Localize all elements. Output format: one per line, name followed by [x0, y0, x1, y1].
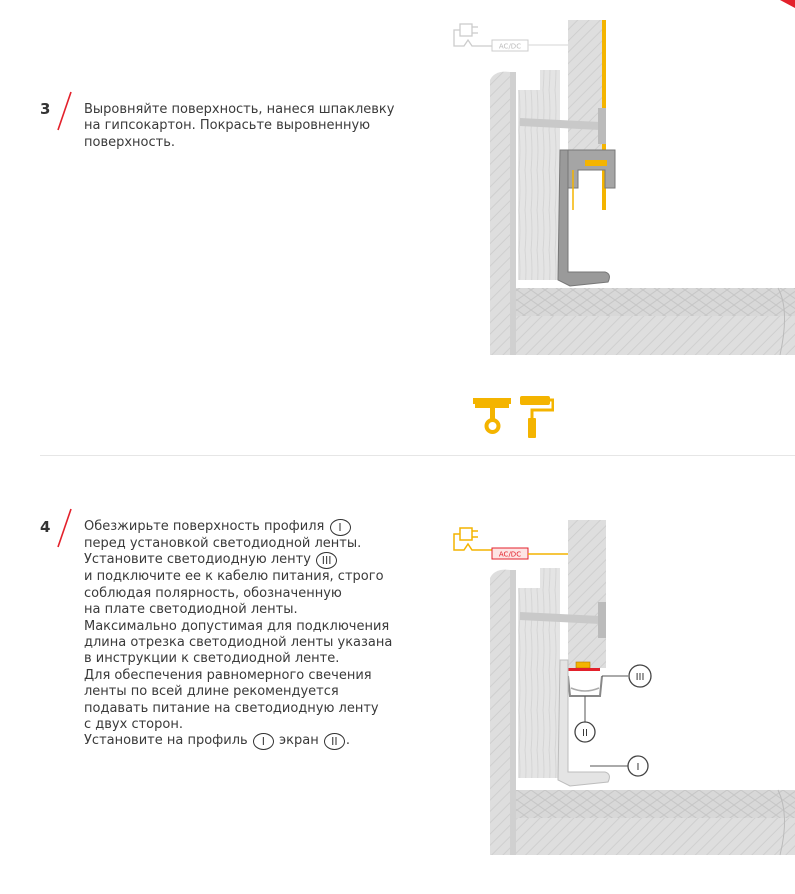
step-3-text [84, 102, 394, 151]
paint-roller-icon [516, 394, 554, 440]
callout-III [629, 665, 651, 687]
step-3-line-3: поверхность. [84, 134, 176, 150]
step-4-line-11: ленты по всей длине рекомендуется [84, 684, 339, 700]
step-4-text [84, 519, 392, 750]
step-4-line-7: Максимально допустимая для подключения [84, 618, 390, 634]
diffuser-mark-II: II [324, 733, 345, 750]
step-3-slash [54, 90, 74, 132]
step-4-line-14: Установите на профиль I экран II . [84, 733, 350, 749]
step-4-line-12: подавать питание на светодиодную ленту [84, 700, 379, 716]
section-divider [40, 455, 795, 456]
svg-text:II: II [582, 728, 588, 739]
led-strip-mark-III: III [316, 552, 337, 569]
step-4-number: 4 [40, 518, 51, 536]
step-4-illustration [440, 510, 795, 860]
step-3-plug-icon [454, 24, 492, 46]
svg-text:I: I [636, 762, 640, 773]
callout-II [575, 722, 595, 742]
step-3-line-2: на гипсокартон. Покрасьте выровненную [84, 118, 371, 134]
step-3-number: 3 [40, 100, 51, 118]
step-4-plug-icon [454, 528, 492, 550]
step-4-line-6: на плате светодиодной ленты. [84, 602, 298, 618]
corner-accent-mark [770, 0, 795, 10]
step-3-illustration [440, 10, 795, 355]
step-4-line-4: и подключите ее к кабелю питания, строго [84, 569, 384, 585]
step-4-line-2: перед установкой светодиодной ленты. [84, 536, 362, 551]
svg-text:III: III [635, 672, 645, 683]
step-4-line-8: длина отрезка светодиодной ленты указана [84, 635, 393, 651]
profile-mark-I: I [330, 519, 351, 536]
step-3-power-label: AC/DC [498, 42, 522, 51]
step-4-slash [54, 507, 74, 549]
step-4-line-13: с двух сторон. [84, 717, 183, 733]
step-4-line-9: в инструкции к светодиодной ленте. [84, 651, 340, 667]
step-4-line-1: Обезжирьте поверхность профиля I [84, 519, 392, 536]
step-4-line-10: Для обеспечения равномерного свечения [84, 667, 372, 683]
step-4-line-3: Установите светодиодную ленту III [84, 552, 392, 569]
spatula-icon [473, 396, 515, 438]
step-4-line-5: соблюдая полярность, обозначенную [84, 585, 342, 601]
profile-mark-I-2: I [253, 733, 274, 750]
step-3-line-1: Выровняйте поверхность, нанеся шпаклевку [84, 102, 395, 117]
step-4-power-label: AC/DC [498, 550, 522, 559]
callout-I [628, 756, 648, 776]
